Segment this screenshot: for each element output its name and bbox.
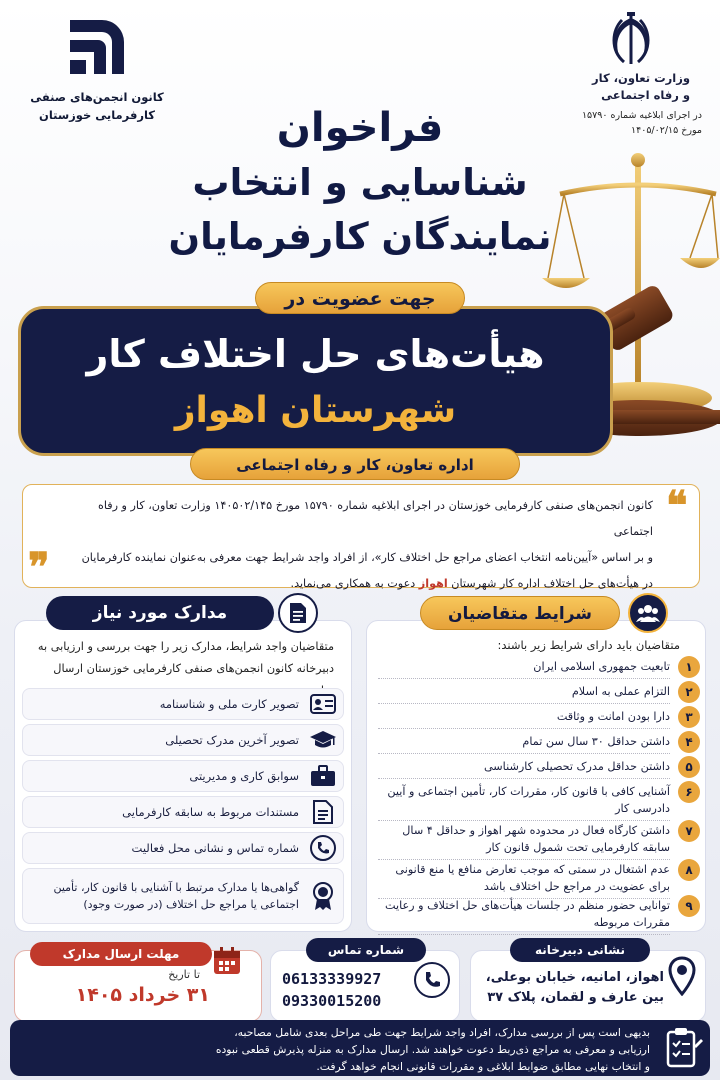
intro-paragraph bbox=[22, 484, 700, 591]
document-item bbox=[22, 688, 344, 720]
city-name: شهرستان اهواز bbox=[174, 390, 457, 431]
footer-note bbox=[60, 1024, 650, 1075]
condition-item bbox=[378, 859, 700, 899]
org-name-line2: کارفرمایی خوزستان bbox=[39, 108, 155, 122]
intro-city-highlight: اهواز bbox=[418, 577, 448, 590]
document-text: سوابق کاری و مدیریتی bbox=[189, 769, 299, 783]
condition-text: دارا بودن امانت و وثاقت bbox=[378, 706, 670, 729]
document-item bbox=[22, 832, 344, 864]
graduation-cap-icon bbox=[303, 724, 343, 756]
page-title bbox=[120, 100, 600, 264]
document-icon bbox=[303, 796, 343, 828]
condition-text: توانایی حضور منظم در جلسات هیأت‌های حل اختلاف و رعایت مقررات مربوطه bbox=[378, 895, 670, 935]
document-text: مستندات مربوط به سابقه کارفرمایی bbox=[122, 805, 299, 819]
briefcase-icon bbox=[303, 760, 343, 792]
condition-number: ۷ bbox=[678, 820, 700, 842]
org-logo-icon bbox=[62, 12, 132, 82]
title-line2: شناسایی و انتخاب bbox=[192, 161, 528, 204]
ministry-name-line1: وزارت تعاون، کار bbox=[592, 71, 690, 85]
phone-icon bbox=[303, 832, 343, 864]
document-item bbox=[22, 760, 344, 792]
footer-line1: بدیهی است پس از بررسی مدارک، افراد واجد شرایط جهت طی مراحل بعدی شامل مصاحبه، bbox=[234, 1026, 650, 1039]
condition-number: ۳ bbox=[678, 706, 700, 728]
footer-line2: ارزیابی و معرفی به مراجع ذی‌ربط دعوت خواهند شد. ارسال مدارک به منزله پذیرش قطعی نبوده bbox=[215, 1043, 650, 1056]
condition-item bbox=[378, 820, 700, 860]
condition-item bbox=[378, 895, 700, 935]
reference-date: مورخ ۱۴۰۵/۰۲/۱۵ bbox=[631, 125, 702, 136]
intro-line2: و بر اساس «آیین‌نامه انتخاب اعضای مراجع حل اختلاف کار»، از افراد واجد شرایط جهت معرفی به‌عنوان نماینده کارفرمایان bbox=[81, 551, 653, 564]
document-list-icon bbox=[278, 593, 318, 633]
id-card-icon bbox=[303, 688, 343, 720]
document-item bbox=[22, 796, 344, 828]
conditions-intro: متقاضیان باید دارای شرایط زیر باشند: bbox=[497, 638, 680, 652]
phone-call-icon bbox=[414, 962, 450, 998]
office-pill: اداره تعاون، کار و رفاه اجتماعی bbox=[190, 448, 520, 480]
condition-item bbox=[378, 731, 700, 754]
certificate-icon bbox=[303, 868, 343, 924]
condition-text: عدم اشتغال در سمتی که موجب تعارض منافع یا منع قانونی برای عضویت در مراجع حل اختلاف باشد bbox=[378, 859, 670, 899]
users-group-icon bbox=[628, 593, 668, 633]
title-line3: نمایندگان کارفرمایان bbox=[168, 215, 552, 258]
document-item bbox=[22, 724, 344, 756]
open-quote-icon: ❝ bbox=[666, 482, 688, 529]
condition-number: ۵ bbox=[678, 756, 700, 778]
phone-number-1[interactable]: 06133339927 bbox=[282, 970, 382, 988]
membership-pill: جهت عضویت در bbox=[255, 282, 465, 314]
org-name-line1: کانون انجمن‌های صنفی bbox=[30, 90, 164, 104]
address-line1: اهواز، امانیه، خیابان بوعلی، bbox=[485, 970, 664, 985]
documents-header: مدارک مورد نیاز bbox=[46, 596, 274, 630]
ministry-name-line2: و رفاه اجتماعی bbox=[601, 88, 690, 102]
conditions-header: شرایط متقاضیان bbox=[420, 596, 620, 630]
ministry-name bbox=[556, 70, 706, 104]
document-text: تصویر آخرین مدرک تحصیلی bbox=[165, 733, 299, 747]
intro-line3-start: در هیأت‌های حل اختلاف اداره کار شهرستان bbox=[451, 577, 653, 590]
phone-number-2[interactable]: 09330015200 bbox=[282, 992, 382, 1010]
intro-line1: کانون انجمن‌های صنفی کارفرمایی خوزستان در اجرای ابلاغیه شماره ۱۵۷۹۰ مورخ ۱۴۰۵۰۲/۱۴۵ وزارت تعاون، کار و رفاه اجتماعی bbox=[97, 499, 653, 538]
condition-item bbox=[378, 756, 700, 779]
phone-header: شماره تماس bbox=[306, 938, 426, 962]
documents-intro-line1: متقاضیان واجد شرایط، مدارک زیر را جهت بررسی و ارزیابی به bbox=[37, 640, 334, 653]
board-name: هیأت‌های حل اختلاف کار bbox=[86, 332, 545, 376]
calendar-icon bbox=[212, 946, 242, 976]
condition-item bbox=[378, 656, 700, 679]
deadline-label: تا تاریخ bbox=[168, 968, 200, 981]
condition-text: آشنایی کافی با قانون کار، مقررات کار، تأمین اجتماعی و آیین دادرسی کار bbox=[378, 781, 670, 821]
close-quote-icon: ❞ bbox=[28, 544, 50, 591]
location-pin-icon bbox=[668, 956, 696, 996]
address-line2: بین عارف و لقمان، پلاک ۳۷ bbox=[487, 990, 664, 1005]
condition-text: تابعیت جمهوری اسلامی ایران bbox=[378, 656, 670, 679]
condition-item bbox=[378, 781, 700, 821]
address-text bbox=[478, 968, 664, 1008]
document-text: گواهی‌ها یا مدارک مرتبط با آشنایی با قانون کار، تأمین اجتماعی یا مراجع حل اختلاف (در صورت وجود) bbox=[53, 881, 299, 911]
deadline-date: ۳۱ خرداد ۱۴۰۵ bbox=[75, 984, 210, 1006]
document-item bbox=[22, 868, 344, 924]
condition-text: داشتن حداقل مدرک تحصیلی کارشناسی bbox=[378, 756, 670, 779]
national-emblem-icon bbox=[604, 10, 658, 68]
condition-number: ۹ bbox=[678, 895, 700, 917]
clipboard-checklist-icon bbox=[664, 1026, 704, 1070]
documents-intro-line2: دبیرخانه کانون انجمن‌های صنفی کارفرمایی خوزستان ارسال bbox=[53, 662, 334, 675]
footer-line3: و انتخاب نهایی مطابق ضوابط ابلاغی و مقررات قانونی انجام خواهد گرفت. bbox=[316, 1060, 650, 1073]
condition-number: ۲ bbox=[678, 681, 700, 703]
condition-text: داشتن کارگاه فعال در محدوده شهر اهواز و حداقل ۴ سال سابقه کارفرمایی تحت شمول قانون کار bbox=[378, 820, 670, 860]
condition-number: ۱ bbox=[678, 656, 700, 678]
intro-line3 bbox=[63, 571, 653, 597]
condition-text: داشتن حداقل ۳۰ سال سن تمام bbox=[378, 731, 670, 754]
address-header: نشانی دبیرخانه bbox=[510, 938, 650, 962]
intro-line3-end: دعوت به همکاری می‌نماید. bbox=[290, 577, 416, 590]
deadline-header: مهلت ارسال مدارک bbox=[30, 942, 212, 966]
condition-number: ۴ bbox=[678, 731, 700, 753]
condition-number: ۸ bbox=[678, 859, 700, 881]
phone-numbers bbox=[282, 968, 412, 1012]
condition-text: التزام عملی به اسلام bbox=[378, 681, 670, 704]
document-text: تصویر کارت ملی و شناسنامه bbox=[159, 697, 299, 711]
title-line1: فراخوان bbox=[276, 105, 444, 151]
condition-number: ۶ bbox=[678, 781, 700, 803]
condition-item bbox=[378, 681, 700, 704]
document-text: شماره تماس و نشانی محل فعالیت bbox=[131, 841, 299, 855]
reference-number: در اجرای ابلاغیه شماره ۱۵۷۹۰ bbox=[581, 110, 702, 121]
condition-item bbox=[378, 706, 700, 729]
board-banner bbox=[18, 306, 613, 456]
